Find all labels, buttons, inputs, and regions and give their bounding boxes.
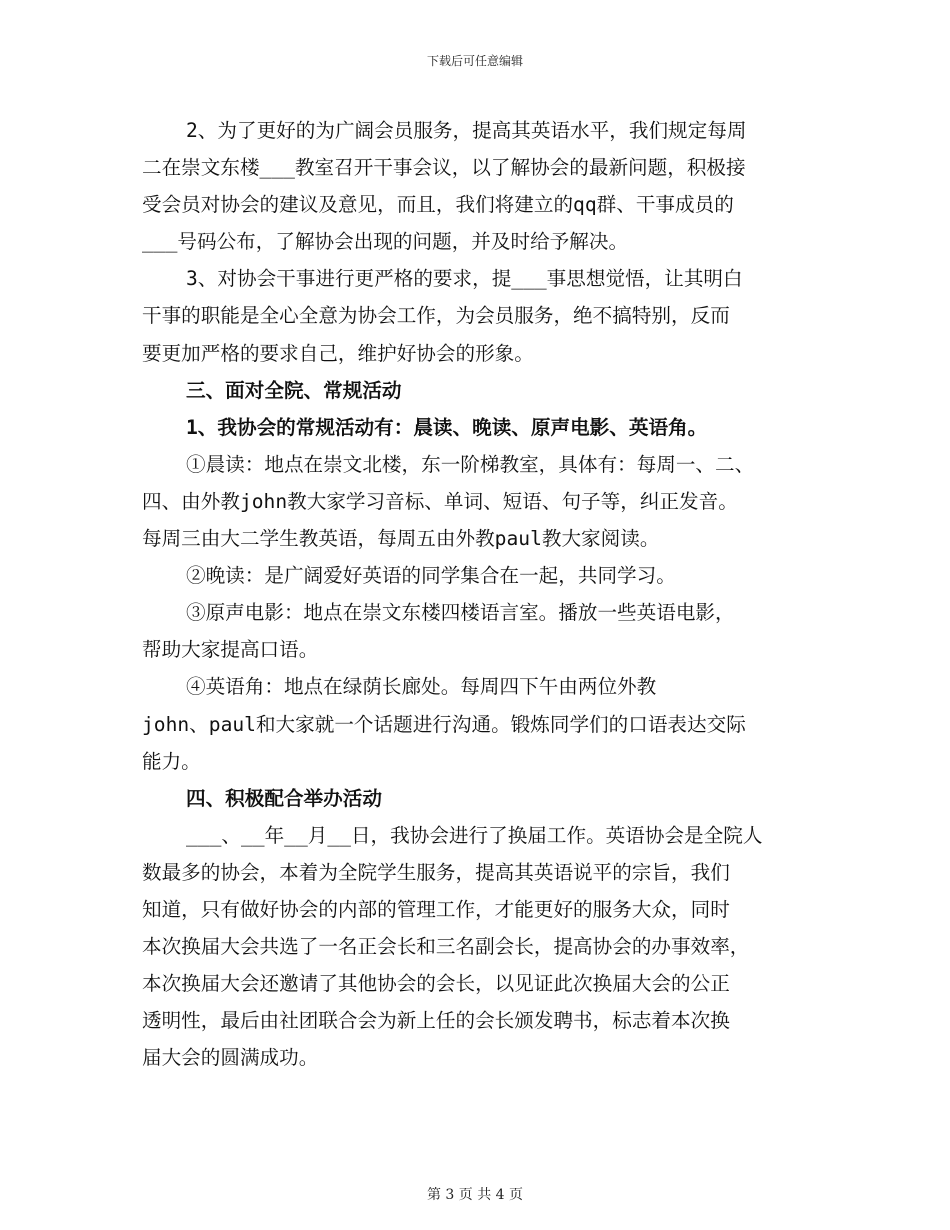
paragraph-line: ___号码公布，了解协会出现的问题，并及时给予解决。 xyxy=(142,230,629,254)
paragraph-line: ①晨读：地点在崇文北楼，东一阶梯教室，具体有：每周一、二、 xyxy=(186,452,755,476)
paragraph-line: 帮助大家提高口语。 xyxy=(142,638,319,662)
paragraph-line: 数最多的协会，本着为全院学生服务，提高其英语说平的宗旨，我们 xyxy=(142,860,730,884)
section-heading-line: 三、面对全院、常规活动 xyxy=(186,378,402,402)
paragraph-line: 2、为了更好的为广阔会员服务，提高其英语水平，我们规定每周 xyxy=(186,119,747,142)
paragraph-line: ②晚读：是广阔爱好英语的同学集合在一起，共同学习。 xyxy=(186,564,676,588)
paragraph-line: 受会员对协会的建议及意见，而且，我们将建立的qq群、干事成员的 xyxy=(142,193,734,217)
paragraph-line: 本次换届大会还邀请了其他协会的会长，以见证此次换届大会的公正 xyxy=(142,972,730,996)
paragraph-line: 能力。 xyxy=(142,749,201,773)
paragraph-line: ③原声电影：地点在崇文东楼四楼语言室。播放一些英语电影， xyxy=(186,601,735,625)
paragraph-line: 知道，只有做好协会的内部的管理工作，才能更好的服务大众，同时 xyxy=(142,897,730,921)
paragraph-line: 本次换届大会共选了一名正会长和三名副会长，提高协会的办事效率， xyxy=(142,935,750,959)
paragraph-line: 3、对协会干事进行更严格的要求，提___事思想觉悟，让其明白 xyxy=(186,267,743,291)
paragraph-line: 要更加严格的要求自己，维护好协会的形象。 xyxy=(142,341,534,365)
paragraph-line: ④英语角：地点在绿荫长廊处。每周四下午由两位外教 xyxy=(186,675,657,699)
page-header: 下载后可任意编辑 xyxy=(426,54,523,68)
paragraph-line: 届大会的圆满成功。 xyxy=(142,1046,319,1070)
paragraph-line: 二在崇文东楼___教室召开干事会议，以了解协会的最新问题，积极接 xyxy=(142,156,746,180)
paragraph-line: 四、由外教john教大家学习音标、单词、短语、句子等，纠正发音。 xyxy=(142,489,738,513)
page-footer: 第 3 页 共 4 页 xyxy=(426,1187,524,1203)
section-heading-line: 四、积极配合举办活动 xyxy=(186,786,382,810)
paragraph-line: 每周三由大二学生教英语，每周五由外教paul教大家阅读。 xyxy=(142,527,660,551)
document-body xyxy=(142,112,812,1076)
paragraph-line: ___、__年__月__日，我协会进行了换届工作。英语协会是全院人 xyxy=(186,823,763,847)
paragraph-line: 透明性，最后由社团联合会为新上任的会长颁发聘书，标志着本次换 xyxy=(142,1009,730,1033)
paragraph-line: john、paul和大家就一个话题进行沟通。锻炼同学们的口语表达交际 xyxy=(142,712,746,736)
paragraph-line: 干事的职能是全心全意为协会工作，为会员服务，绝不搞特别，反而 xyxy=(142,304,730,328)
section-heading-line: 1、我协会的常规活动有：晨读、晚读、原声电影、英语角。 xyxy=(186,415,708,439)
